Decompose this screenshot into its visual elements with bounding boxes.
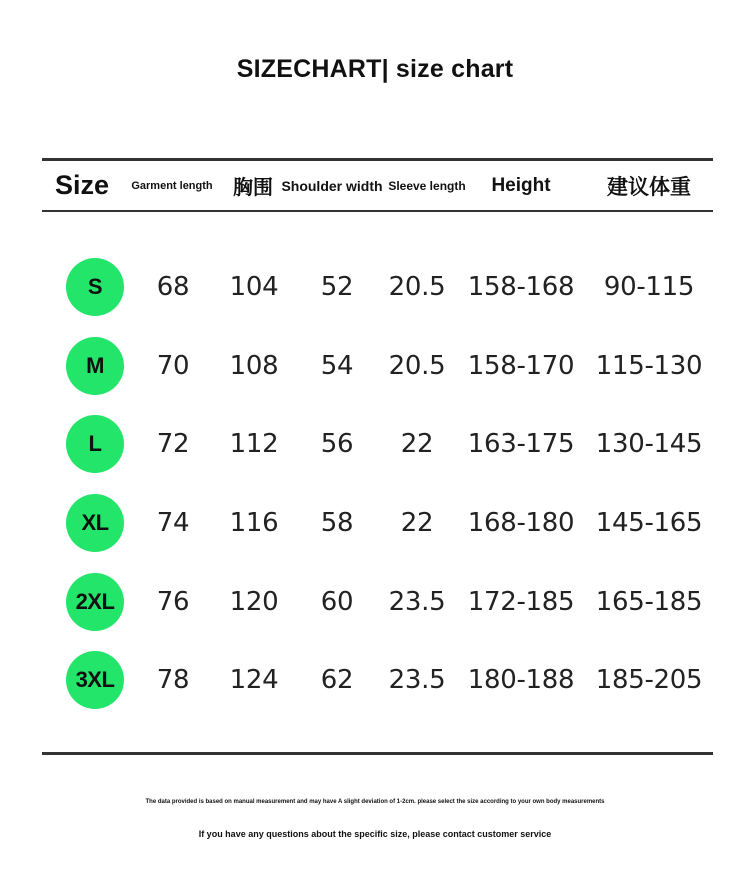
garment-length-cell: 76	[156, 587, 190, 617]
shoulder-width-cell: 58	[320, 508, 354, 538]
header-sleeve-length: Sleeve length	[388, 178, 466, 193]
sleeve-length-cell: 23.5	[388, 665, 446, 695]
size-badge: XL	[66, 494, 124, 552]
chest-cell: 120	[229, 587, 279, 617]
table-row	[0, 336, 750, 396]
garment-length-cell: 78	[156, 665, 190, 695]
chest-cell: 104	[229, 272, 279, 302]
garment-length-cell: 70	[156, 351, 190, 381]
shoulder-width-cell: 62	[320, 665, 354, 695]
header-weight: 建议体重	[607, 174, 691, 199]
garment-length-cell: 68	[156, 272, 190, 302]
table-bottom-rule	[42, 752, 713, 755]
height-cell: 168-180	[467, 508, 575, 538]
height-cell: 172-185	[467, 587, 575, 617]
garment-length-cell: 72	[156, 429, 190, 459]
header-size: Size	[55, 170, 110, 200]
chest-cell: 108	[229, 351, 279, 381]
size-badge: S	[66, 258, 124, 316]
weight-cell: 115-130	[595, 351, 703, 381]
sleeve-length-cell: 23.5	[388, 587, 446, 617]
contact-note: If you have any questions about the specific size, please contact customer service	[198, 829, 552, 839]
weight-cell: 185-205	[595, 665, 703, 695]
table-row	[0, 650, 750, 710]
page-title: SIZECHART| size chart	[236, 55, 514, 83]
sleeve-length-cell: 22	[400, 429, 434, 459]
weight-cell: 145-165	[595, 508, 703, 538]
height-cell: 158-170	[467, 351, 575, 381]
header-height: Height	[491, 174, 551, 196]
size-badge: 2XL	[66, 573, 124, 631]
shoulder-width-cell: 60	[320, 587, 354, 617]
sleeve-length-cell: 22	[400, 508, 434, 538]
garment-length-cell: 74	[156, 508, 190, 538]
sleeve-length-cell: 20.5	[388, 351, 446, 381]
chest-cell: 124	[229, 665, 279, 695]
shoulder-width-cell: 52	[320, 272, 354, 302]
size-badge: M	[66, 337, 124, 395]
chest-cell: 112	[229, 429, 279, 459]
table-row	[0, 414, 750, 474]
measurement-footnote: The data provided is based on manual measurement and may have A slight deviation of 1-2cm. please select the size according to your own body measurements	[145, 799, 605, 805]
table-row	[0, 257, 750, 317]
header-garment-length: Garment length	[131, 179, 213, 192]
chest-cell: 116	[229, 508, 279, 538]
table-row	[0, 493, 750, 553]
header-chest: 胸围	[233, 175, 273, 199]
shoulder-width-cell: 56	[320, 429, 354, 459]
weight-cell: 165-185	[595, 587, 703, 617]
size-badge: 3XL	[66, 651, 124, 709]
table-row	[0, 572, 750, 632]
height-cell: 180-188	[467, 665, 575, 695]
height-cell: 158-168	[467, 272, 575, 302]
height-cell: 163-175	[467, 429, 575, 459]
size-badge: L	[66, 415, 124, 473]
weight-cell: 90-115	[603, 272, 695, 302]
header-shoulder-width: Shoulder width	[281, 177, 383, 194]
sleeve-length-cell: 20.5	[388, 272, 446, 302]
weight-cell: 130-145	[595, 429, 703, 459]
shoulder-width-cell: 54	[320, 351, 354, 381]
table-header-rule	[42, 210, 713, 212]
